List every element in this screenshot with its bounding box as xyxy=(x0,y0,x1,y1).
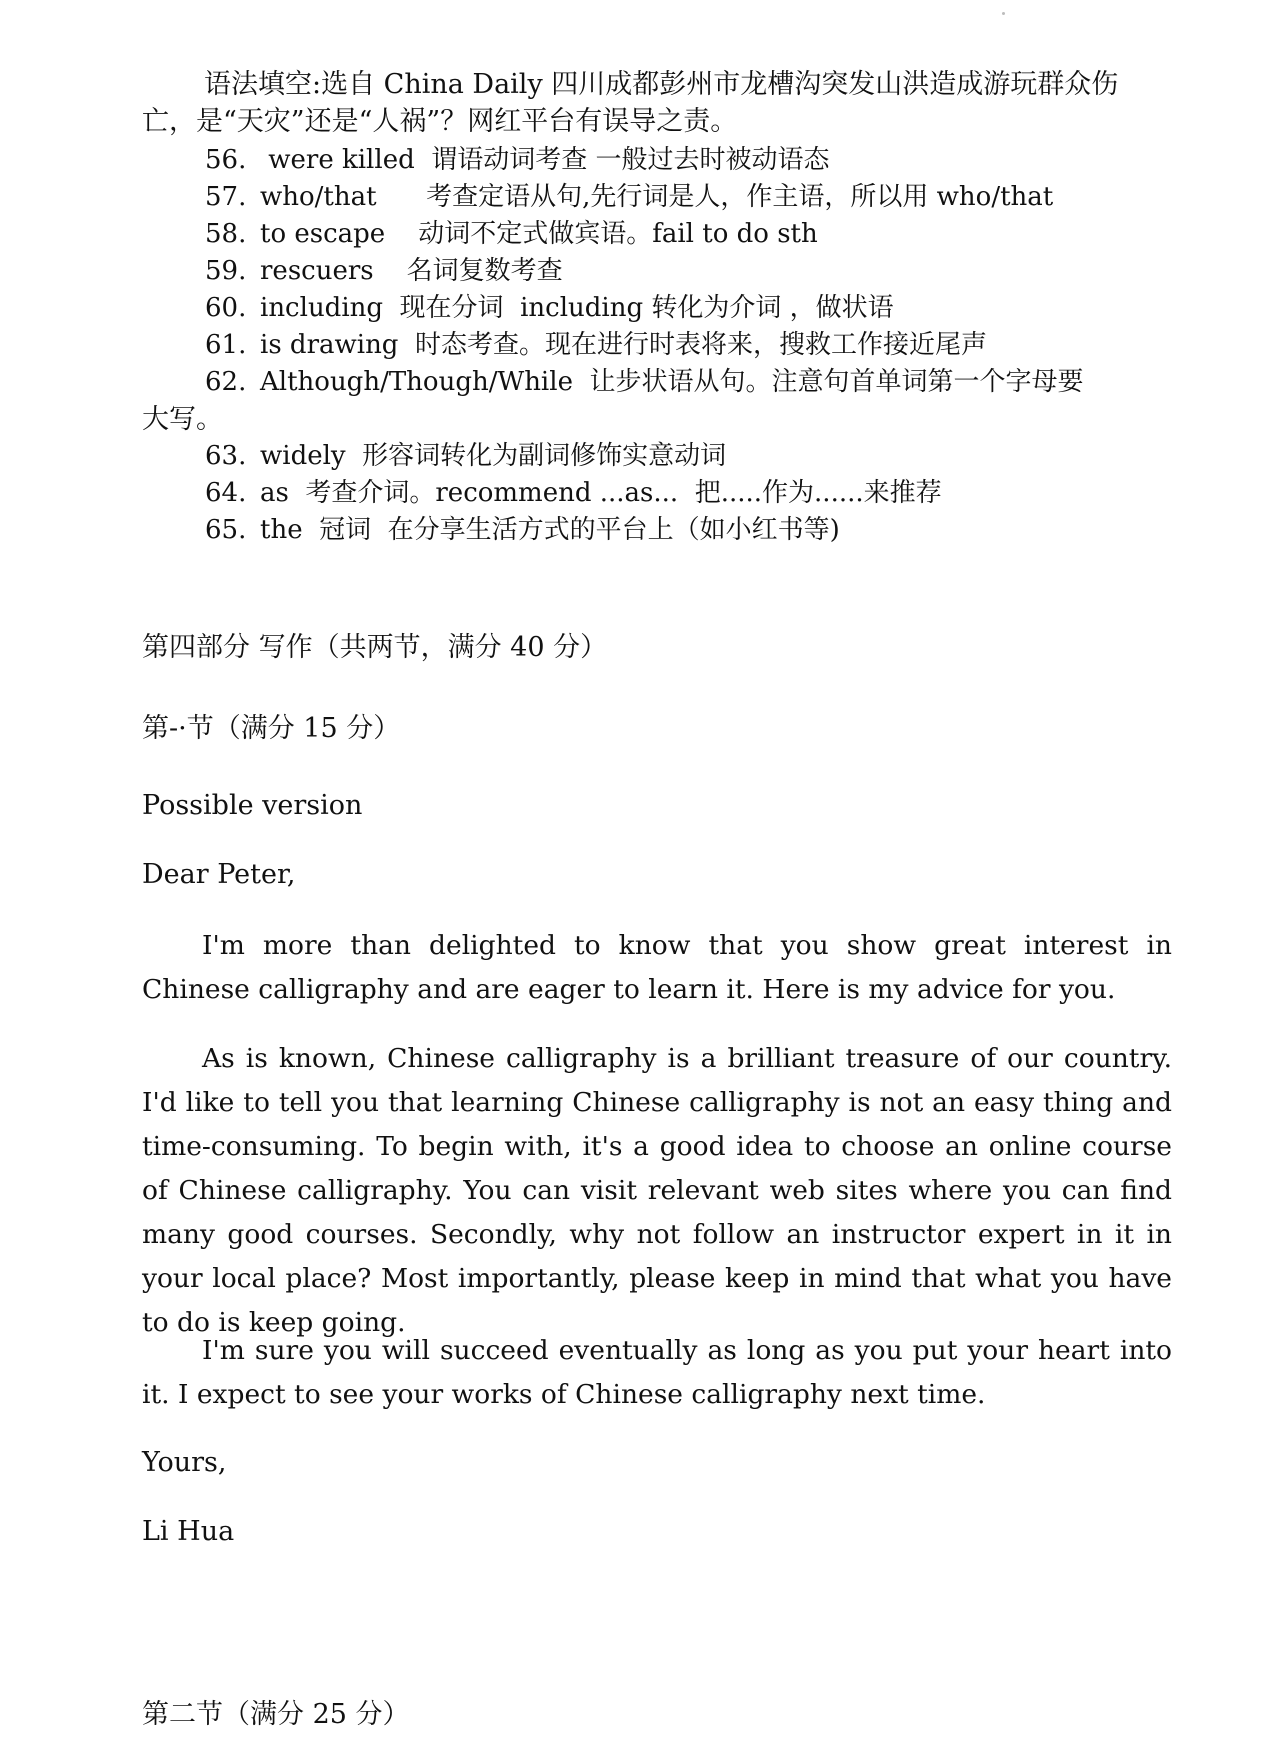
answer-number: 60. xyxy=(205,293,247,323)
answer-62-continuation: 大写。 xyxy=(142,404,223,435)
answer-number: 62. xyxy=(205,367,247,397)
answer-number: 61. xyxy=(205,330,247,360)
answer-text: is drawing 时态考查。现在进行时表将来，搜救工作接近尾声 xyxy=(260,330,987,360)
answer-list-continued xyxy=(205,438,1175,549)
possible-version-label: Possible version xyxy=(142,790,363,821)
answer-item-62 xyxy=(205,364,1175,401)
answer-text: widely 形容词转化为副词修饰实意动词 xyxy=(260,441,727,471)
answer-item-56 xyxy=(205,142,1175,179)
answer-number: 65. xyxy=(205,515,247,545)
answer-item-64 xyxy=(205,475,1175,512)
part4-heading: 第四部分 写作（共两节，满分 40 分） xyxy=(142,632,608,663)
section1-heading: 第-·节（满分 15 分） xyxy=(142,713,401,744)
answer-item-65 xyxy=(205,512,1175,549)
letter-paragraph-1: I'm more than delighted to know that you show great interest in Chinese calligraphy and are eager to learn it. Here is my advice for you. xyxy=(142,930,1172,1005)
answer-number: 64. xyxy=(205,478,247,508)
letter-paragraph-3: I'm sure you will succeed eventually as long as you put your heart into it. I expect to see your works of Chinese calligraphy next time. xyxy=(142,1335,1172,1410)
answer-text: rescuers 名词复数考查 xyxy=(260,256,563,286)
answer-item-60 xyxy=(205,290,1175,327)
answer-text: including 现在分词 including 转化为介词 ，做状语 xyxy=(260,293,894,323)
answer-text: were killed 谓语动词考查 一般过去时被动语态 xyxy=(260,145,830,175)
answer-item-58 xyxy=(205,216,1175,253)
section2-heading: 第二节（满分 25 分） xyxy=(142,1699,410,1730)
answer-item-63 xyxy=(205,438,1175,475)
grammar-fill-intro: 语法填空:选自 China Daily 四川成都彭州市龙槽沟突发山洪造成游玩群众伤亡，是“天灾”还是“人祸”？网红平台有误导之责。 xyxy=(142,69,1119,137)
answer-number: 58. xyxy=(205,219,247,249)
answer-text: who/that 考查定语从句,先行词是人，作主语，所以用 who/that xyxy=(260,182,1054,212)
answer-text: the 冠词 在分享生活方式的平台上（如小红书等) xyxy=(260,515,840,545)
answer-item-61 xyxy=(205,327,1175,364)
answer-number: 56. xyxy=(205,145,247,175)
letter-signature: Li Hua xyxy=(142,1516,235,1547)
scan-speck xyxy=(1002,12,1005,15)
answer-text: to escape 动词不定式做宾语。fail to do sth xyxy=(260,219,818,249)
answer-text: as 考查介词。recommend ...as... 把.....作为......来推荐 xyxy=(260,478,942,508)
answer-number: 57. xyxy=(205,182,247,212)
letter-salutation: Dear Peter, xyxy=(142,859,296,890)
answer-item-57 xyxy=(205,179,1175,216)
answer-item-59 xyxy=(205,253,1175,290)
answer-text: Although/Though/While 让步状语从句。注意句首单词第一个字母要 xyxy=(260,367,1084,397)
answer-number: 59. xyxy=(205,256,247,286)
answer-list xyxy=(205,142,1175,401)
answer-number: 63. xyxy=(205,441,247,471)
letter-closing: Yours, xyxy=(142,1447,227,1478)
letter-paragraph-2: As is known, Chinese calligraphy is a brilliant treasure of our country. I'd like to tell you that learning Chinese calligraphy is not an easy thing and time-consuming. To begin with, it's a good idea to choose an online course of Chinese calligraphy. You can visit relevant web sites where you can find many good courses. Secondly, why not follow an instructor expert in it in your local place? Most importantly, please keep in mind that what you have to do is keep going. xyxy=(142,1043,1172,1338)
